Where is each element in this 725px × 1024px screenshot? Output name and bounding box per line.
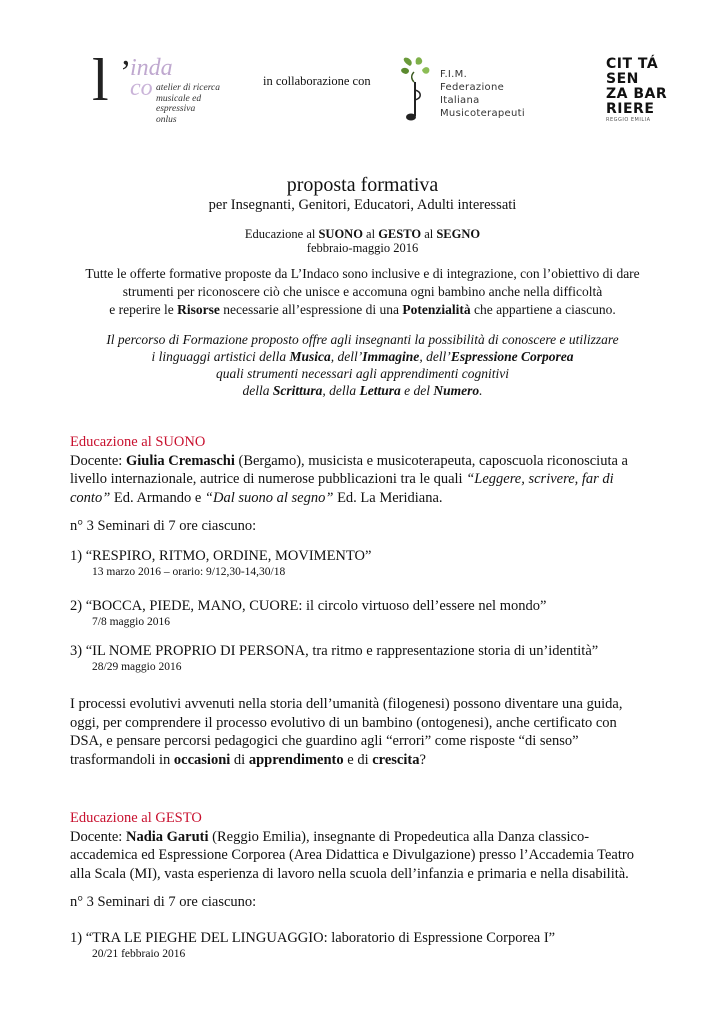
suono-seminar-1: 1) “RESPIRO, RITMO, ORDINE, MOVIMENTO” 13 marzo 2016 – orario: 9/12,30-14,30/18 (70, 548, 372, 578)
collaboration-text: in collaborazione con (263, 74, 371, 88)
indaco-logo-co: co (130, 75, 153, 101)
fim-leaves-icon (400, 56, 440, 126)
suono-seminars-intro: n° 3 Seminari di 7 ore ciascuno: (70, 518, 257, 534)
suono-section (70, 433, 650, 507)
gesto-seminar-1: 1) “TRA LE PIEGHE DEL LINGUAGGIO: laboratorio di Espressione Corporea I” 20/21 febbraio 2016 (70, 930, 556, 960)
indaco-logo-letter: l (92, 47, 109, 113)
suono-section-title: Educazione al SUONO (70, 434, 206, 450)
gesto-docente: Docente: Nadia Garuti (Reggio Emilia), insegnante di Propedeutica alla Danza classico-accademica ed Espressione Corporea (Area Didattica e Divulgazione) presso l’Accademia Teatro alla Scala (MI), vasta esperienza di lavoro nella scuola dell’infanzia e primaria e nella disabilità. (70, 828, 634, 882)
suono-closing-paragraph: I processi evolutivi avvenuti nella storia dell’umanità (filogenesi) possono diventare una guida, oggi, per comprendere il processo evolutivo di un bambino (ontogenesi), anche certificato con DSA, e pensare percorsi pedagogici che guardino agli “errori” come risposte “di senso” trasformandoli in occasioni di apprendimento e di crescita? (70, 696, 623, 768)
gesto-seminars-intro: n° 3 Seminari di 7 ore ciascuno: (70, 894, 257, 910)
suono-seminar-2: 2) “BOCCA, PIEDE, MANO, CUORE: il circolo virtuoso dell’essere nel mondo” 7/8 maggio 2016 (70, 598, 547, 628)
gesto-section-title: Educazione al GESTO (70, 810, 202, 826)
suono-seminar-3: 3) “IL NOME PROPRIO DI PERSONA, tra ritmo e rappresentazione storia di un’identità” 28/29 maggio 2016 (70, 643, 599, 673)
citta-senza-barriere-logo: CIT TÁ SEN ZA BAR RIERE REGGIO EMILIA (606, 56, 668, 123)
gesto-section (70, 809, 650, 883)
page-subtitle: per Insegnanti, Genitori, Educatori, Adulti interessati (208, 197, 517, 213)
education-line: Educazione al SUONO al GESTO al SEGNO (244, 227, 481, 241)
fim-logo-text: F.I.M. Federazione Italiana Musicoterapeuti (440, 69, 525, 119)
indaco-logo (92, 47, 242, 126)
indaco-logo-ind: inda (130, 55, 173, 81)
indaco-logo-subtitle: atelier di ricerca musicale ed espressiva onlus (156, 83, 221, 125)
page-title: proposta formativa (286, 174, 439, 196)
intro-paragraph: Tutte le offerte formative proposte da L’Indaco sono inclusive e di integrazione, con l’obiettivo di dare strumenti per riconoscere ciò che unisce e accomuna ogni bambino anche nella difficoltà e reperire le Risorse necessarie all’espressione di una Potenzialità che appartiene a ciascuno. (85, 266, 640, 317)
suono-docente: Docente: Giulia Cremaschi (Bergamo), musicista e musicoterapeuta, caposcuola riconosciuta a livello internazionale, autrice di numerose pubblicazioni tra le quali “Leggere, scrivere, far di conto” Ed. Armando e “Dal suono al segno” Ed. La Meridiana. (70, 452, 628, 506)
period-dates: febbraio-maggio 2016 (306, 241, 419, 255)
training-path-paragraph: Il percorso di Formazione proposto offre agli insegnanti la possibilità di conoscere e utilizzare i linguaggi artistici della Musica, dell’Immagine, dell’Espressione Corporea quali strumenti necessari agli apprendimenti cognitivi della Scrittura, della Lettura e del Numero. (106, 332, 619, 398)
indaco-logo-apostrophe: ’ (120, 54, 132, 91)
fim-logo (400, 56, 530, 126)
